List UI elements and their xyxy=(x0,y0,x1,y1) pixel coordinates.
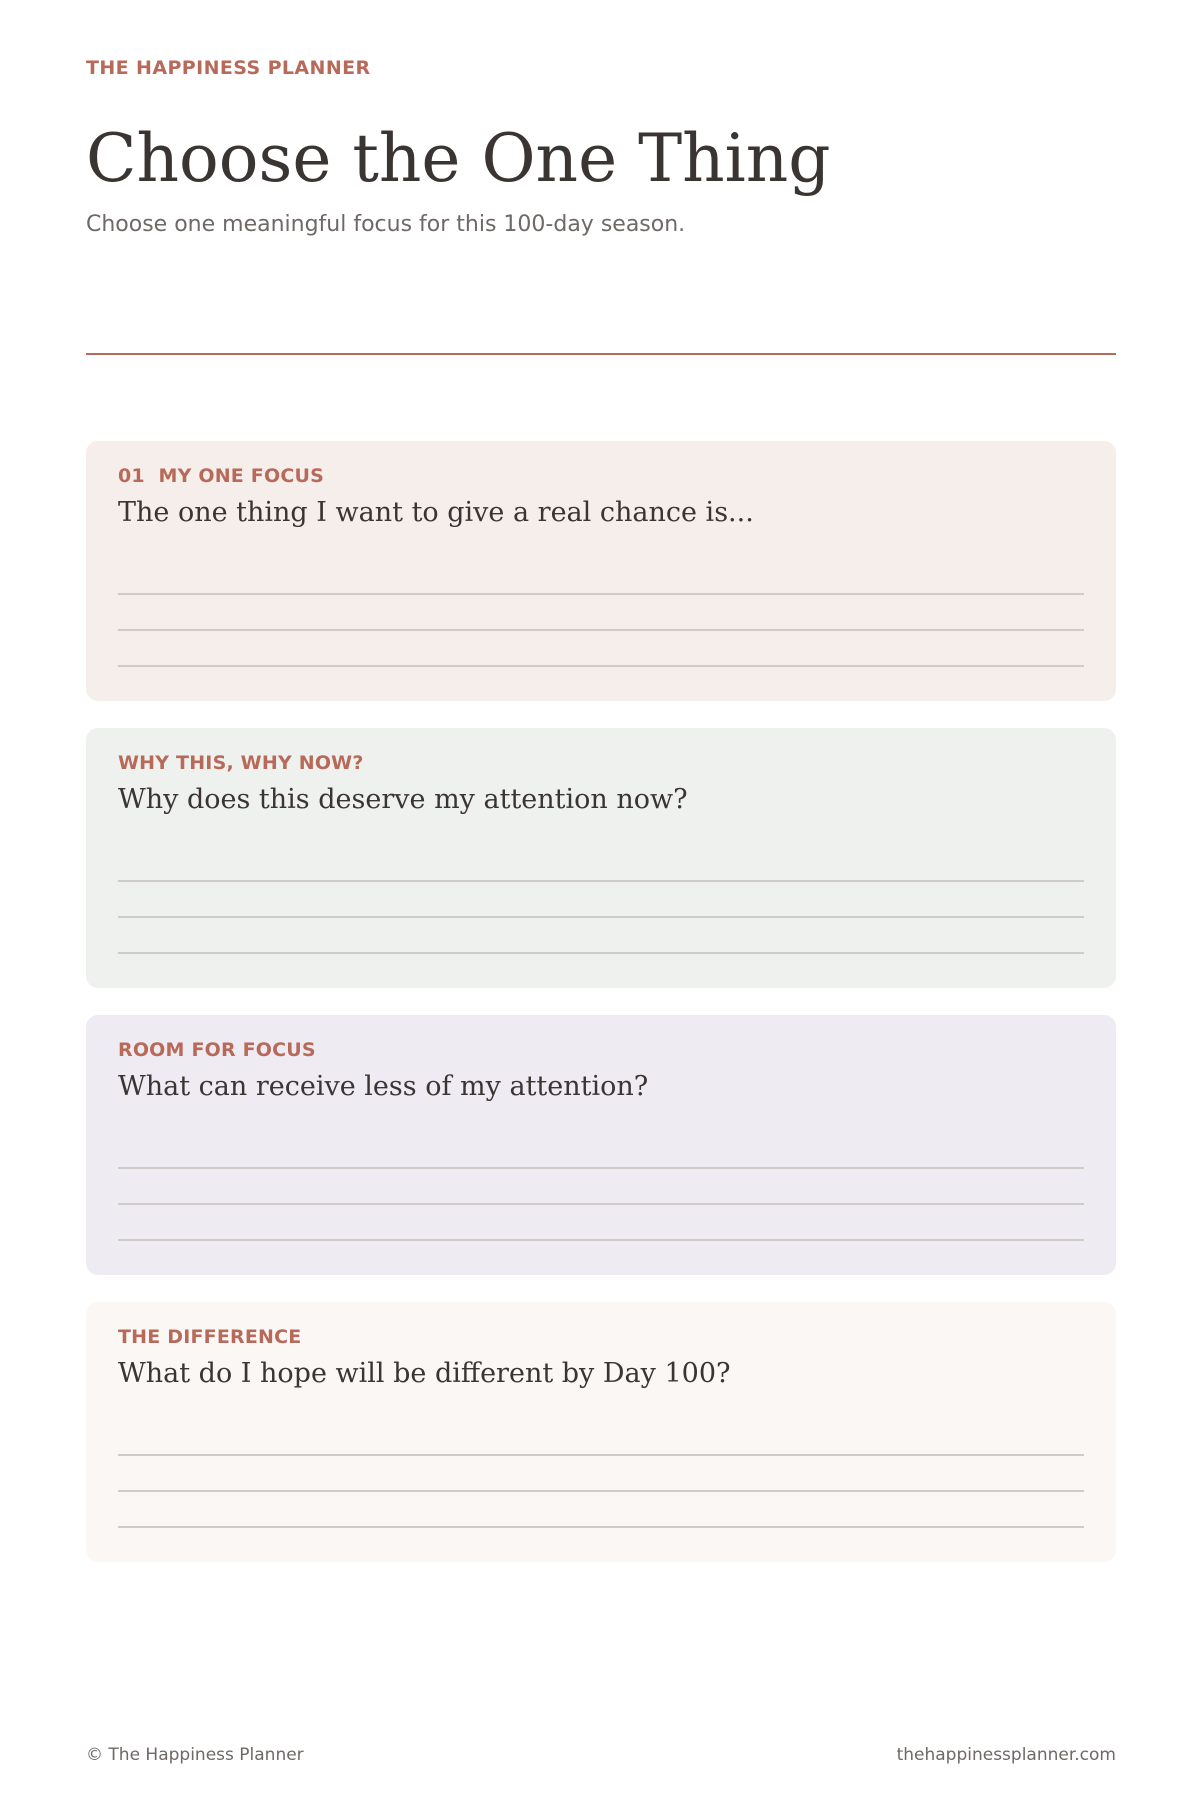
writing-line[interactable] xyxy=(118,1239,1084,1241)
card-question: Why does this deserve my attention now? xyxy=(118,784,688,815)
writing-line[interactable] xyxy=(118,665,1084,667)
writing-line[interactable] xyxy=(118,880,1084,882)
writing-line[interactable] xyxy=(118,629,1084,631)
writing-line[interactable] xyxy=(118,1526,1084,1528)
card-room-for-focus xyxy=(86,1015,1116,1275)
card-question: What can receive less of my attention? xyxy=(118,1071,649,1102)
card-label: 01 MY ONE FOCUS xyxy=(118,465,324,487)
header-divider xyxy=(86,353,1116,355)
footer-copyright: © The Happiness Planner xyxy=(86,1745,304,1765)
writing-line[interactable] xyxy=(118,1203,1084,1205)
writing-line[interactable] xyxy=(118,1167,1084,1169)
card-label: WHY THIS, WHY NOW? xyxy=(118,752,364,774)
card-label: THE DIFFERENCE xyxy=(118,1326,302,1348)
writing-line[interactable] xyxy=(118,952,1084,954)
footer-website-link[interactable]: thehappinessplanner.com xyxy=(896,1745,1116,1765)
card-the-difference xyxy=(86,1302,1116,1562)
card-why-this-why-now xyxy=(86,728,1116,988)
writing-line[interactable] xyxy=(118,1490,1084,1492)
card-question: What do I hope will be different by Day 100? xyxy=(118,1358,731,1389)
brand-label: THE HAPPINESS PLANNER xyxy=(86,57,371,79)
writing-line[interactable] xyxy=(118,593,1084,595)
planner-page xyxy=(86,0,1116,1800)
card-my-one-focus xyxy=(86,441,1116,701)
page-title: Choose the One Thing xyxy=(86,120,831,197)
card-label: ROOM FOR FOCUS xyxy=(118,1039,316,1061)
writing-line[interactable] xyxy=(118,916,1084,918)
writing-line[interactable] xyxy=(118,1454,1084,1456)
card-question: The one thing I want to give a real chance is... xyxy=(118,497,754,528)
page-subtitle: Choose one meaningful focus for this 100-day season. xyxy=(86,212,686,237)
